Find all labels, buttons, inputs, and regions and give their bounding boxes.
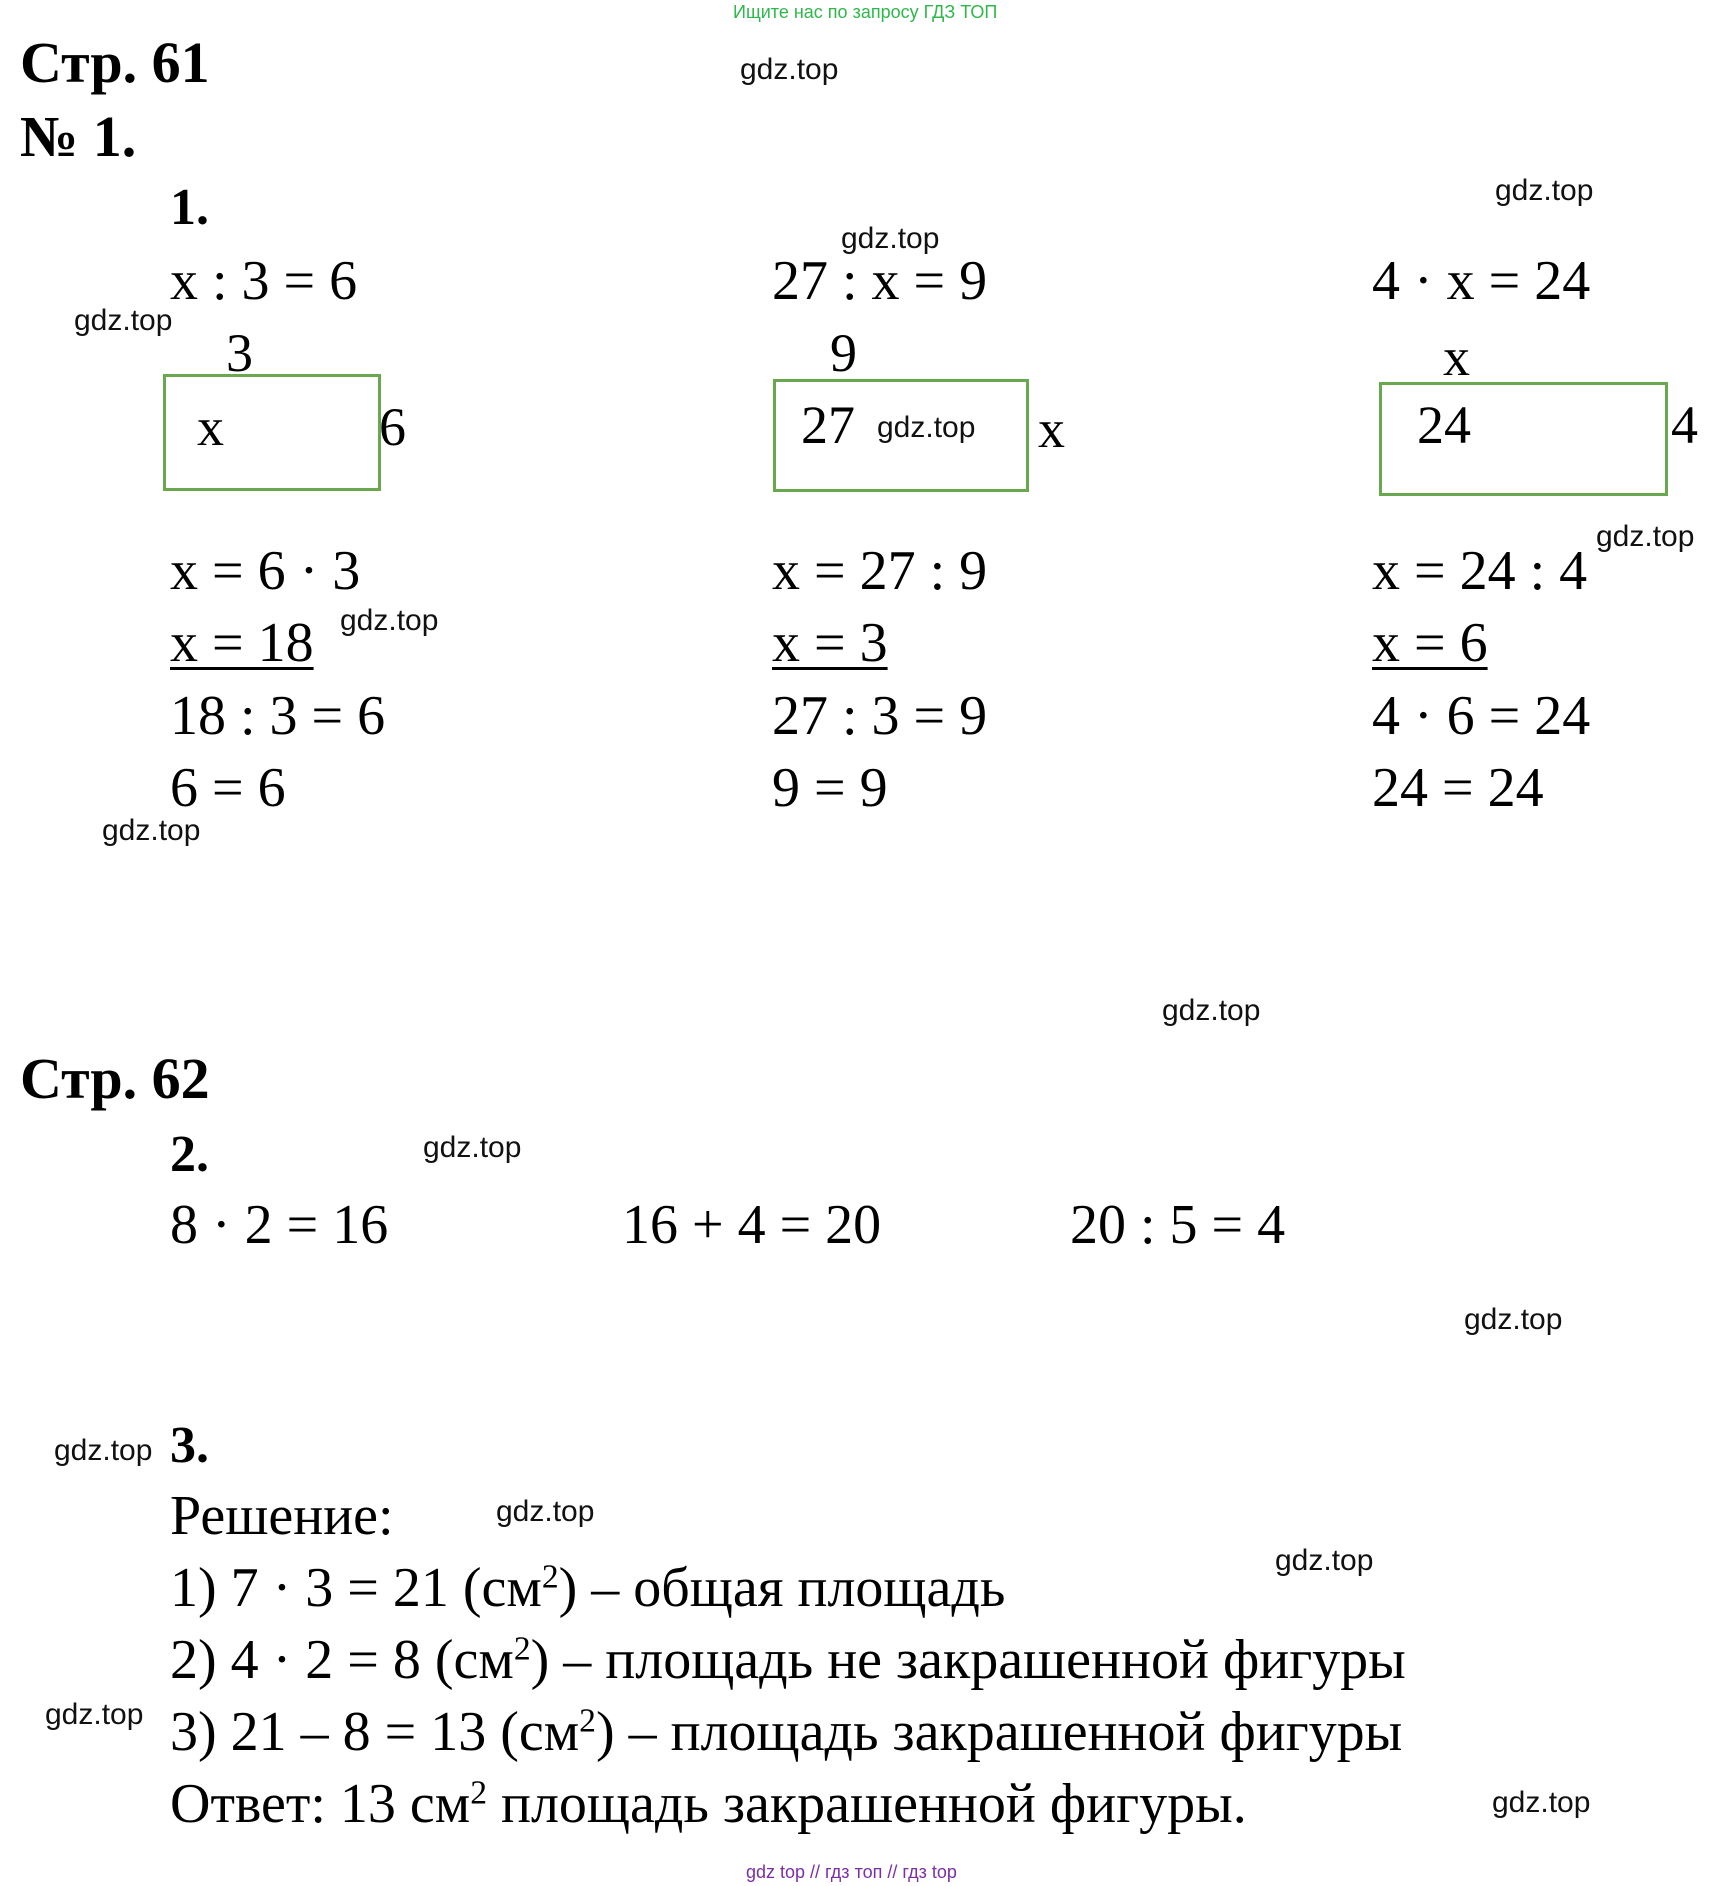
watermark: gdz.top xyxy=(1275,1544,1374,1577)
col1-step1: x = 6 · 3 xyxy=(170,540,361,602)
top-banner: Ищите нас по запросу ГДЗ ТОП xyxy=(733,2,998,22)
solution-label: Решение: xyxy=(170,1485,394,1547)
watermark: gdz.top xyxy=(54,1434,153,1467)
watermark: gdz.top xyxy=(340,604,439,637)
col3-box-label: 24 xyxy=(1417,395,1471,455)
watermark: gdz.top xyxy=(74,304,173,337)
watermark: gdz.top xyxy=(45,1698,144,1731)
col1-equation: x : 3 = 6 xyxy=(170,250,358,312)
watermark: gdz.top xyxy=(1162,994,1261,1027)
watermark: gdz.top xyxy=(1492,1786,1591,1819)
task2-eq3: 20 : 5 = 4 xyxy=(1070,1194,1286,1256)
col3-equation: 4 · x = 24 xyxy=(1372,250,1591,312)
solution-line-2: 2) 4 · 2 = 8 $(см^2)$ – площадь не закрашенной фигуры xyxy=(170,1629,1406,1691)
solution-line-1: 1) 7 · 3 = 21 $(см^2)$ – общая площадь xyxy=(170,1557,1006,1619)
watermark: gdz.top xyxy=(423,1131,522,1164)
watermark: gdz.top xyxy=(877,411,976,444)
footer-text: gdz top // гдз топ // гдз top xyxy=(746,1862,957,1882)
col3-side-label: 4 xyxy=(1671,395,1698,455)
col2-step1: x = 27 : 9 xyxy=(772,540,988,602)
col3-check2: 24 = 24 xyxy=(1372,757,1544,819)
col2-top-label: 9 xyxy=(830,323,857,383)
solution-line-3: 3) 21 – 8 = 13 $(см^2)$ – площадь закрашенной фигуры xyxy=(170,1701,1403,1763)
col2-side-label: x xyxy=(1038,399,1065,459)
watermark: gdz.top xyxy=(740,53,839,86)
task2-eq1: 8 · 2 = 16 xyxy=(170,1194,389,1256)
col2-equation: 27 : x = 9 xyxy=(772,250,988,312)
watermark: gdz.top xyxy=(1495,174,1594,207)
col2-step2: x = 3 xyxy=(772,612,888,674)
col1-check1: 18 : 3 = 6 xyxy=(170,685,386,747)
col1-top-label: 3 xyxy=(226,323,253,383)
watermark: gdz.top xyxy=(102,814,201,847)
task-2-number: 2. xyxy=(170,1126,209,1183)
exercise-number: № 1. xyxy=(20,104,137,169)
task-3-number: 3. xyxy=(170,1417,209,1474)
col2-check2: 9 = 9 xyxy=(772,757,888,819)
col3-check1: 4 · 6 = 24 xyxy=(1372,685,1591,747)
col1-box-label: x xyxy=(197,397,224,457)
task-1-number: 1. xyxy=(170,179,209,236)
watermark: gdz.top xyxy=(841,222,940,255)
col3-top-label: x xyxy=(1443,327,1470,387)
col3-step2: x = 6 xyxy=(1372,612,1488,674)
col1-check2: 6 = 6 xyxy=(170,757,286,819)
watermark: gdz.top xyxy=(496,1495,595,1528)
col2-check1: 27 : 3 = 9 xyxy=(772,685,988,747)
task2-eq2: 16 + 4 = 20 xyxy=(622,1194,882,1256)
col1-rectangle xyxy=(163,374,381,491)
watermark: gdz.top xyxy=(1596,520,1695,553)
watermark: gdz.top xyxy=(1464,1303,1563,1336)
page-61-heading: Стр. 61 xyxy=(20,30,210,95)
col2-box-label: 27 xyxy=(801,395,855,455)
col1-step2: x = 18 xyxy=(170,612,314,674)
col1-side-label: 6 xyxy=(379,397,406,457)
col3-step1: x = 24 : 4 xyxy=(1372,540,1588,602)
answer-line: Ответ: 13 $см^2$ площадь закрашенной фигуры. xyxy=(170,1773,1247,1835)
page-62-heading: Стр. 62 xyxy=(20,1046,210,1111)
